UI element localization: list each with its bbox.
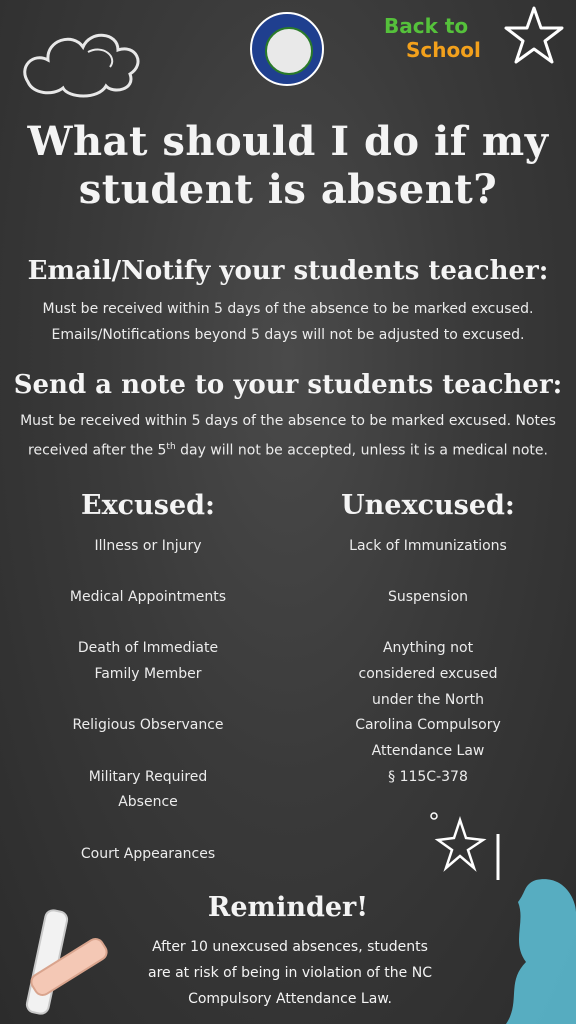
school-logo [250,12,324,86]
email-instructions [0,296,576,348]
back-to-school-logo [384,14,496,70]
email-line-2: Emails/Notifications beyond 5 days will not be adjusted to excused. [51,327,525,343]
title-line-2: student is absent? [78,166,498,213]
unexcused-item: considered excused [358,666,498,682]
note-line-2 [0,434,576,464]
email-line-1: Must be received within 5 days of the absence to be marked excused. [42,301,534,317]
reminder-text [110,934,470,1012]
email-heading: Email/Notify your students teacher: [27,256,549,286]
title-line-1: What should I do if my [27,118,549,165]
reminder-line-3: Compulsory Attendance Law. [188,991,392,1007]
unexcused-item: under the North [371,692,485,708]
page-title [0,118,576,214]
note-line-2-end: day will not be accepted, unless it is a medical note. [175,442,548,459]
excused-item: Illness or Injury [94,538,202,554]
excused-item: Military Required [88,769,208,785]
excused-heading: Excused: [81,490,215,521]
unexcused-item: Lack of Immunizations [349,538,507,554]
excused-item: Religious Observance [72,717,224,733]
back-to-text: Back to [384,14,469,38]
note-heading: Send a note to your students teacher: [13,370,563,400]
school-text: School [406,38,481,62]
note-line-1: Must be received within 5 days of the absence to be marked excused. Notes [20,413,556,429]
unexcused-item: Attendance Law [371,743,485,759]
excused-item: Absence [118,794,178,810]
reminder-line-1: After 10 unexcused absences, students [152,939,428,955]
note-line-2-start: received after the 5 [28,442,167,459]
unexcused-item: Carolina Compulsory [355,717,501,733]
excused-item: Death of Immediate [77,640,219,656]
note-superscript: th [166,442,176,452]
excused-item: Medical Appointments [69,589,227,605]
excused-item: Court Appearances [80,846,216,862]
cloud-doodle-icon [18,22,148,102]
unexcused-item: Suspension [387,589,469,605]
reminder-heading: Reminder! [207,892,369,923]
reminder-line-2: are at risk of being in violation of the NC [148,965,432,981]
star-doodle-icon [502,4,566,68]
unexcused-heading: Unexcused: [341,490,515,521]
unexcused-item: Anything not [382,640,474,656]
note-instructions [0,408,576,464]
excused-item: Family Member [94,666,202,682]
unexcused-item: § 115C-378 [388,769,468,785]
